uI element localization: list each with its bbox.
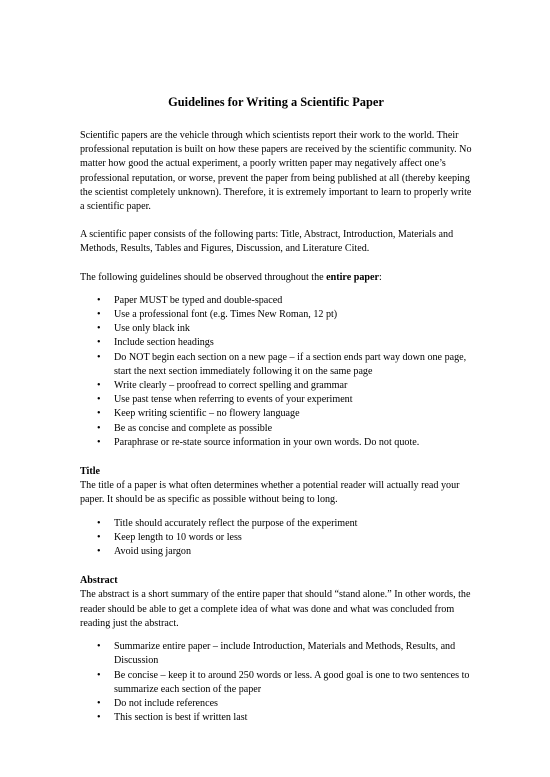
list-item xyxy=(80,322,472,336)
abstract-section-paragraph: The abstract is a short summary of the entire paper that should “stand alone.” In other words, the reader should be able to get a complete idea of what was done and what was concluded from reading just the abstract. xyxy=(80,589,471,629)
bullet-icon: • xyxy=(97,641,101,653)
list-item-text: Keep writing scientific – no flowery language xyxy=(114,408,300,420)
bullet-icon: • xyxy=(97,712,101,724)
bullet-icon: • xyxy=(97,697,101,709)
list-item-text: Summarize entire paper – include Introduction, Materials and Methods, Results, and Discussion xyxy=(114,641,456,667)
title-section-heading: Title xyxy=(80,466,101,478)
list-item xyxy=(80,351,472,379)
list-item xyxy=(80,379,472,393)
list-item-text: This section is best if written last xyxy=(114,712,248,724)
list-item-text: Title should accurately reflect the purpose of the experiment xyxy=(114,517,358,529)
bullet-icon: • xyxy=(97,517,101,529)
abstract-section-heading: Abstract xyxy=(80,575,118,587)
list-item-text: Use only black ink xyxy=(114,323,190,335)
list-item xyxy=(80,545,472,559)
list-item xyxy=(80,711,472,725)
list-item xyxy=(80,669,472,697)
list-item-text: Include section headings xyxy=(114,337,214,349)
list-item xyxy=(80,531,472,545)
list-item-text: Be as concise and complete as possible xyxy=(114,422,273,434)
list-item-text: Do NOT begin each section on a new page – if a section ends part way down one page, start the next section immediately following it on the same page xyxy=(114,351,467,377)
bullet-icon: • xyxy=(97,669,101,681)
guidelines-intro xyxy=(80,271,472,285)
bullet-icon: • xyxy=(97,546,101,558)
list-item-text: Write clearly – proofread to correct spelling and grammar xyxy=(114,380,348,392)
bullet-icon: • xyxy=(97,337,101,349)
list-item xyxy=(80,640,472,668)
bullet-icon: • xyxy=(97,309,101,321)
bullet-icon: • xyxy=(97,351,101,363)
list-item xyxy=(80,294,472,308)
abstract-section-list xyxy=(80,640,472,725)
bullet-icon: • xyxy=(97,422,101,434)
list-item xyxy=(80,308,472,322)
bullet-icon: • xyxy=(97,294,101,306)
list-item xyxy=(80,517,472,531)
page-title: Guidelines for Writing a Scientific Paper xyxy=(168,95,384,109)
list-item xyxy=(80,697,472,711)
title-section-list xyxy=(80,517,472,560)
list-item xyxy=(80,422,472,436)
title-section-paragraph: The title of a paper is what often determines whether a potential reader will actually read your paper. It should be as specific as possible without being to long. xyxy=(80,480,460,506)
list-item-text: Paper MUST be typed and double-spaced xyxy=(114,294,283,306)
parts-paragraph: A scientific paper consists of the following parts: Title, Abstract, Introduction, Materials and Methods, Results, Tables and Figures, Discussion, and Literature Cited. xyxy=(80,229,454,255)
guidelines-intro-prefix: The following guidelines should be observed throughout the xyxy=(80,271,327,283)
list-item-text: Avoid using jargon xyxy=(114,546,192,558)
intro-paragraph: Scientific papers are the vehicle through which scientists report their work to the world. Their professional reputation is built on how these papers are received by the scientific community. No matter how good the actual experiment, a poorly written paper may negatively affect one’s professional reputation, or worse, prevent the paper from being published at all (thereby keeping the scientist completely unknown). Therefore, it is extremely important to learn to properly write a scientific paper. xyxy=(80,130,472,213)
bullet-icon: • xyxy=(97,380,101,392)
list-item-text: Do not include references xyxy=(114,697,218,709)
list-item xyxy=(80,407,472,421)
list-item xyxy=(80,436,472,450)
guidelines-intro-suffix: : xyxy=(378,271,382,283)
list-item-text: Use past tense when referring to events of your experiment xyxy=(114,394,353,406)
document-body xyxy=(80,95,472,735)
list-item-text: Be concise – keep it to around 250 words or less. A good goal is one to two sentences to summarize each section of the paper xyxy=(114,669,470,695)
bullet-icon: • xyxy=(97,408,101,420)
list-item-text: Keep length to 10 words or less xyxy=(114,531,242,543)
guidelines-intro-bold: entire paper xyxy=(326,271,379,283)
list-item-text: Use a professional font (e.g. Times New Roman, 12 pt) xyxy=(114,309,338,321)
general-guidelines-list xyxy=(80,294,472,450)
list-item-text: Paraphrase or re-state source information in your own words. Do not quote. xyxy=(114,436,420,448)
bullet-icon: • xyxy=(97,394,101,406)
bullet-icon: • xyxy=(97,531,101,543)
bullet-icon: • xyxy=(97,436,101,448)
list-item xyxy=(80,393,472,407)
list-item xyxy=(80,336,472,350)
bullet-icon: • xyxy=(97,323,101,335)
